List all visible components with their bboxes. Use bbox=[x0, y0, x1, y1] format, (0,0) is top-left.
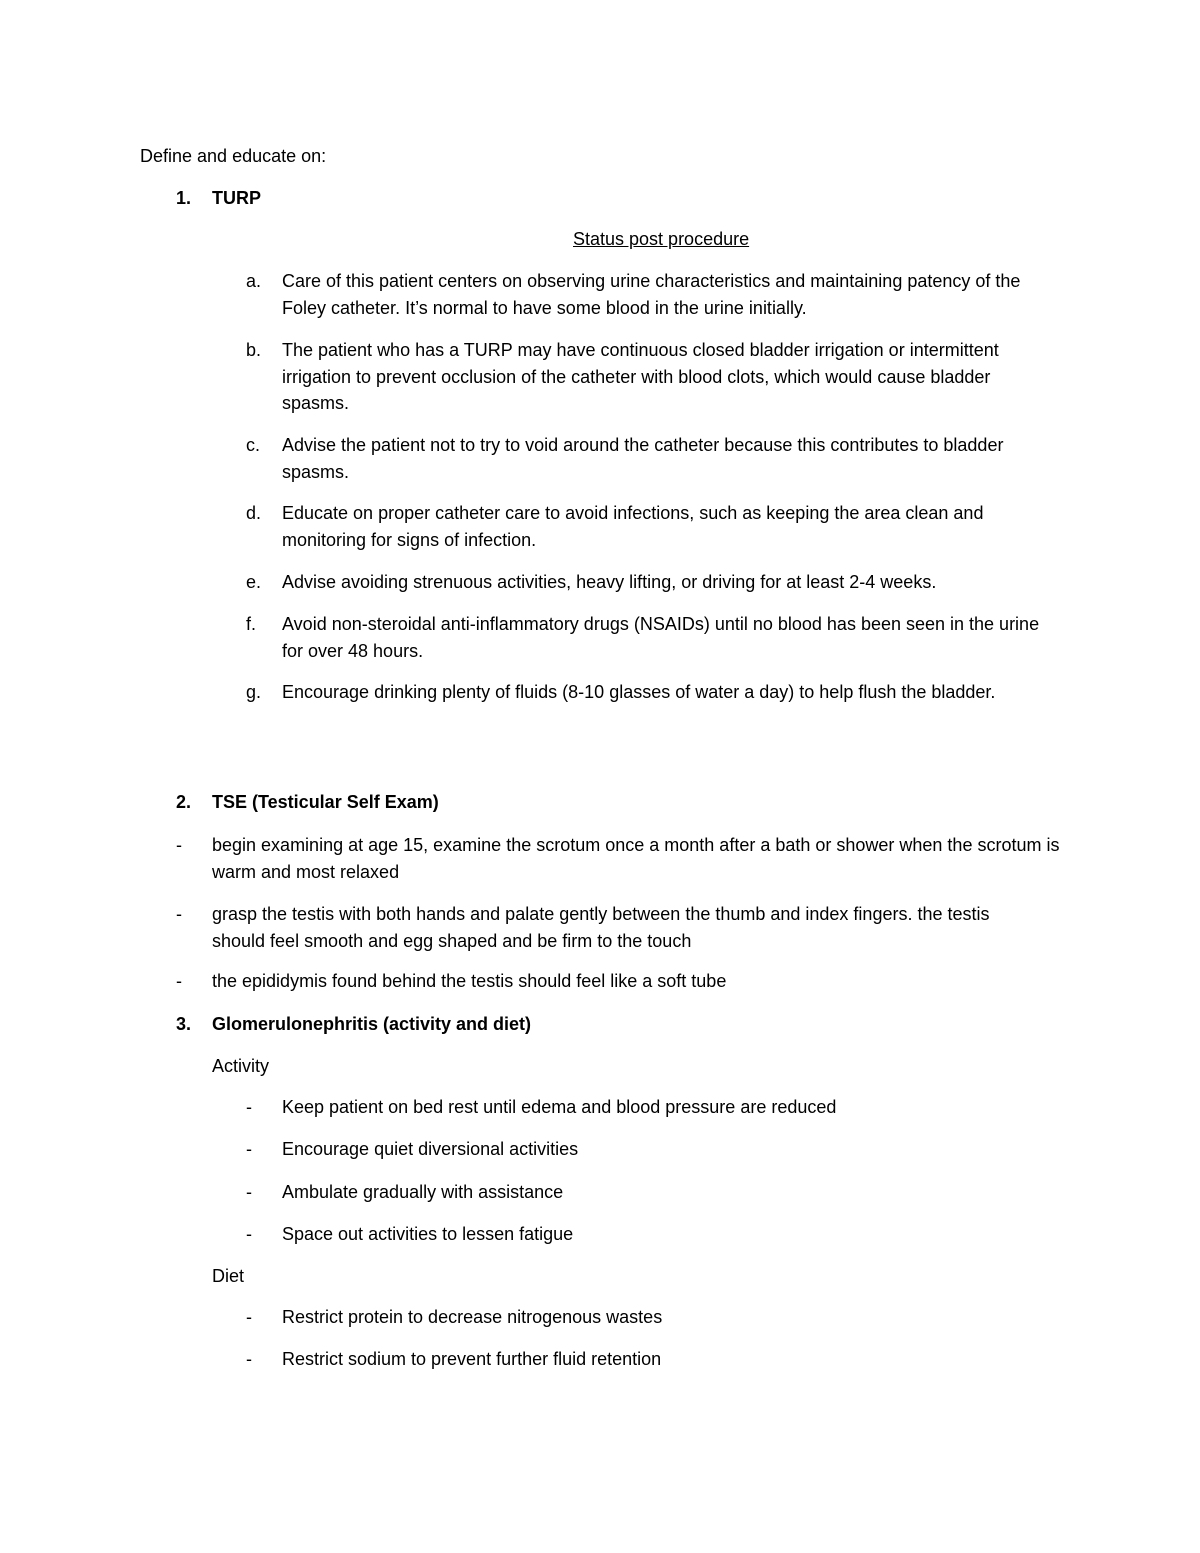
section-1-number: 1. bbox=[176, 188, 192, 208]
bullet-dash: - bbox=[246, 1349, 252, 1369]
list-item-marker: f. bbox=[246, 614, 257, 634]
list-item-text: Keep patient on bed rest until edema and blood pressure are reduced bbox=[282, 1097, 837, 1117]
list-item-text: Space out activities to lessen fatigue bbox=[282, 1224, 574, 1244]
section-2-title: TSE (Testicular Self Exam) bbox=[212, 792, 439, 812]
activity-label: Activity bbox=[212, 1056, 270, 1076]
list-item-text: Avoid non-steroidal anti-inflammatory drugs (NSAIDs) until no blood has been seen in the urine for over 48 hours. bbox=[282, 614, 1040, 661]
bullet-dash: - bbox=[176, 904, 182, 924]
diet-label: Diet bbox=[212, 1266, 245, 1286]
list-item-text: Advise the patient not to try to void around the catheter because this contributes to bladder spasms. bbox=[282, 435, 1004, 482]
list-item-text: begin examining at age 15, examine the scrotum once a month after a bath or shower when the scrotum is warm and most relaxed bbox=[212, 835, 1060, 882]
intro-text: Define and educate on: bbox=[140, 146, 327, 166]
list-item-marker: e. bbox=[246, 572, 262, 592]
list-item-text: the epididymis found behind the testis should feel like a soft tube bbox=[212, 971, 727, 991]
list-item-text: Educate on proper catheter care to avoid infections, such as keeping the area clean and monitoring for signs of infection. bbox=[282, 503, 984, 550]
list-item-text: Ambulate gradually with assistance bbox=[282, 1182, 564, 1202]
bullet-dash: - bbox=[246, 1307, 252, 1327]
bullet-dash: - bbox=[246, 1224, 252, 1244]
section-3-number: 3. bbox=[176, 1014, 192, 1034]
list-item-text: Encourage quiet diversional activities bbox=[282, 1139, 579, 1159]
bullet-dash: - bbox=[176, 971, 182, 991]
section-1-subtitle: Status post procedure bbox=[573, 229, 750, 249]
list-item-text: grasp the testis with both hands and palate gently between the thumb and index fingers. the testis should feel smooth and egg shaped and be firm to the touch bbox=[212, 904, 990, 951]
list-item-text: Restrict sodium to prevent further fluid retention bbox=[282, 1349, 662, 1369]
list-item-text: Advise avoiding strenuous activities, heavy lifting, or driving for at least 2-4 weeks. bbox=[282, 572, 937, 592]
bullet-dash: - bbox=[246, 1182, 252, 1202]
list-item-text: Care of this patient centers on observing urine characteristics and maintaining patency of the Foley catheter. It’s normal to have some blood in the urine initially. bbox=[282, 271, 1021, 318]
list-item-marker: a. bbox=[246, 271, 262, 291]
bullet-dash: - bbox=[246, 1139, 252, 1159]
bullet-dash: - bbox=[246, 1097, 252, 1117]
section-3-title: Glomerulonephritis (activity and diet) bbox=[212, 1014, 532, 1034]
list-item-marker: g. bbox=[246, 682, 262, 702]
list-item-text: Encourage drinking plenty of fluids (8-10 glasses of water a day) to help flush the bladder. bbox=[282, 682, 996, 702]
list-item-marker: d. bbox=[246, 503, 262, 523]
list-item-marker: c. bbox=[246, 435, 261, 455]
section-1-title: TURP bbox=[212, 188, 261, 208]
list-item-text: The patient who has a TURP may have continuous closed bladder irrigation or intermittent irrigation to prevent occlusion of the catheter with blood clots, which would cause bladder spasms. bbox=[282, 340, 999, 413]
list-item-text: Restrict protein to decrease nitrogenous wastes bbox=[282, 1307, 663, 1327]
section-2-number: 2. bbox=[176, 792, 192, 812]
bullet-dash: - bbox=[176, 835, 182, 855]
list-item-marker: b. bbox=[246, 340, 262, 360]
